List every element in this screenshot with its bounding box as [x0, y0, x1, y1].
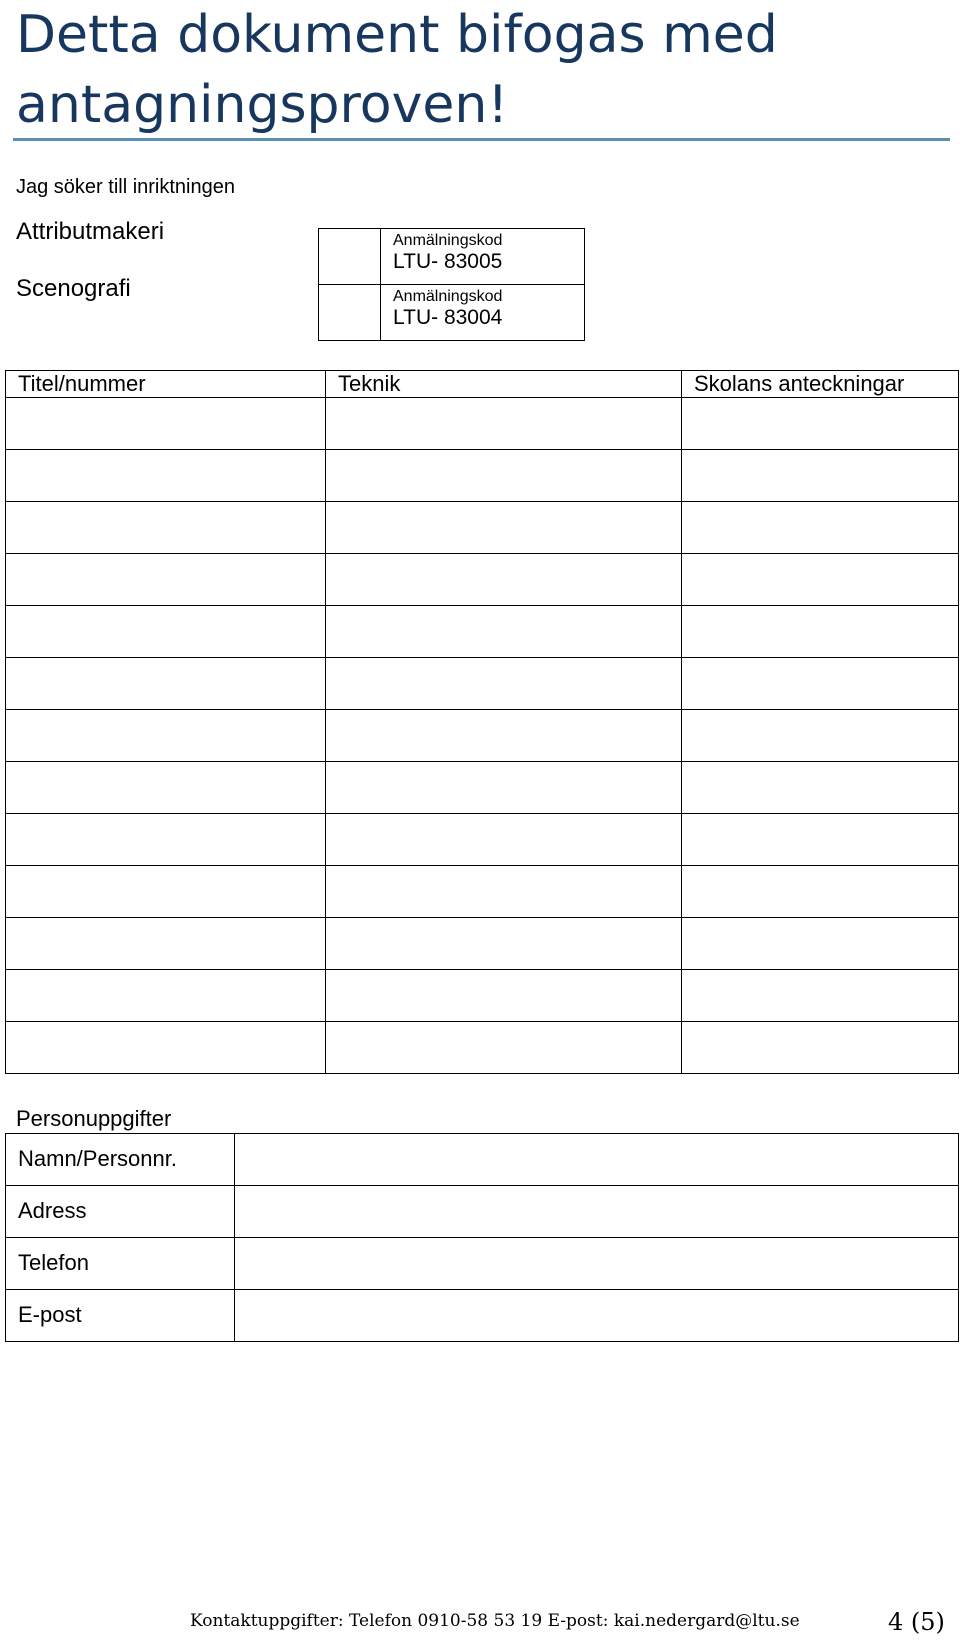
personal-field-text: Namn/Personnr.: [18, 1146, 177, 1171]
table-cell[interactable]: [6, 1022, 326, 1074]
personal-field-label: [6, 1186, 235, 1238]
personal-field-input[interactable]: [235, 1290, 959, 1342]
table-cell[interactable]: [326, 866, 682, 918]
program-checkbox-scenografi[interactable]: [319, 285, 381, 341]
program-row-scenografi: [319, 285, 585, 341]
personal-field-input[interactable]: [235, 1238, 959, 1290]
table-cell[interactable]: [682, 450, 959, 502]
code-value: LTU- 83004: [393, 306, 503, 329]
table-cell[interactable]: [326, 658, 682, 710]
table-cell[interactable]: [682, 866, 959, 918]
table-cell[interactable]: [326, 814, 682, 866]
code-value: LTU- 83005: [393, 250, 503, 273]
table-row: [6, 866, 959, 918]
table-cell[interactable]: [326, 450, 682, 502]
table-row: [6, 554, 959, 606]
table-cell[interactable]: [682, 398, 959, 450]
table-cell[interactable]: [326, 970, 682, 1022]
table-cell[interactable]: [682, 762, 959, 814]
footer-contact: Kontaktuppgifter: Telefon 0910-58 53 19 E-post: kai.nedergard@ltu.se: [190, 1611, 800, 1631]
page-number: 4 (5): [888, 1608, 945, 1636]
program-row-attributmakeri: [319, 229, 585, 285]
work-table-header: [6, 371, 959, 398]
table-cell[interactable]: [326, 554, 682, 606]
program-label-scenografi: Scenografi: [16, 275, 131, 302]
table-cell[interactable]: [326, 762, 682, 814]
program-intro: Jag söker till inriktningen: [16, 176, 235, 198]
personal-field-text: E-post: [18, 1302, 82, 1327]
table-row: [6, 398, 959, 450]
table-cell[interactable]: [6, 814, 326, 866]
table-row: [6, 658, 959, 710]
program-code-cell: [381, 229, 585, 285]
program-checkbox-attributmakeri[interactable]: [319, 229, 381, 285]
table-cell[interactable]: [6, 554, 326, 606]
personal-field-label: [6, 1238, 235, 1290]
table-cell[interactable]: [682, 814, 959, 866]
table-cell[interactable]: [6, 398, 326, 450]
personal-field-text: Adress: [18, 1198, 87, 1223]
header-titel-nummer: Titel/nummer: [6, 371, 326, 398]
personal-field-input[interactable]: [235, 1186, 959, 1238]
table-cell[interactable]: [6, 918, 326, 970]
table-row: [6, 814, 959, 866]
header-skolans-anteckningar: Skolans anteckningar: [682, 371, 959, 398]
table-cell[interactable]: [326, 918, 682, 970]
table-cell[interactable]: [6, 710, 326, 762]
personal-row: [6, 1290, 959, 1342]
personal-row: [6, 1186, 959, 1238]
table-row: [6, 710, 959, 762]
table-cell[interactable]: [326, 606, 682, 658]
table-cell[interactable]: [6, 866, 326, 918]
table-row: [6, 1022, 959, 1074]
table-cell[interactable]: [6, 658, 326, 710]
table-cell[interactable]: [682, 710, 959, 762]
personal-table: [5, 1133, 959, 1342]
personal-field-label: [6, 1134, 235, 1186]
table-cell[interactable]: [326, 710, 682, 762]
table-cell[interactable]: [326, 502, 682, 554]
table-row: [6, 606, 959, 658]
table-cell[interactable]: [6, 450, 326, 502]
table-cell[interactable]: [6, 970, 326, 1022]
header-teknik: Teknik: [326, 371, 682, 398]
table-cell[interactable]: [682, 1022, 959, 1074]
table-row: [6, 762, 959, 814]
table-cell[interactable]: [682, 606, 959, 658]
table-row: [6, 918, 959, 970]
table-cell[interactable]: [326, 1022, 682, 1074]
table-cell[interactable]: [682, 502, 959, 554]
personal-field-text: Telefon: [18, 1250, 89, 1275]
program-code-table: [318, 228, 585, 341]
code-label: Anmälningskod: [393, 288, 503, 305]
title-divider: [13, 138, 950, 141]
table-cell[interactable]: [6, 502, 326, 554]
table-cell[interactable]: [682, 658, 959, 710]
table-cell[interactable]: [6, 762, 326, 814]
program-label-attributmakeri: Attributmakeri: [16, 218, 165, 245]
personal-field-label: [6, 1290, 235, 1342]
table-row: [6, 502, 959, 554]
table-row: [6, 450, 959, 502]
program-code-cell: [381, 285, 585, 341]
work-table: [5, 370, 959, 1074]
table-cell[interactable]: [682, 554, 959, 606]
document-title: Detta dokument bifogas med antagningsproven!: [16, 5, 778, 135]
table-row: [6, 970, 959, 1022]
personal-row: [6, 1238, 959, 1290]
table-cell[interactable]: [682, 970, 959, 1022]
table-cell[interactable]: [682, 918, 959, 970]
personal-row: [6, 1134, 959, 1186]
personal-caption: Personuppgifter: [16, 1106, 172, 1131]
table-cell[interactable]: [326, 398, 682, 450]
code-label: Anmälningskod: [393, 232, 503, 249]
personal-field-input[interactable]: [235, 1134, 959, 1186]
table-cell[interactable]: [6, 606, 326, 658]
